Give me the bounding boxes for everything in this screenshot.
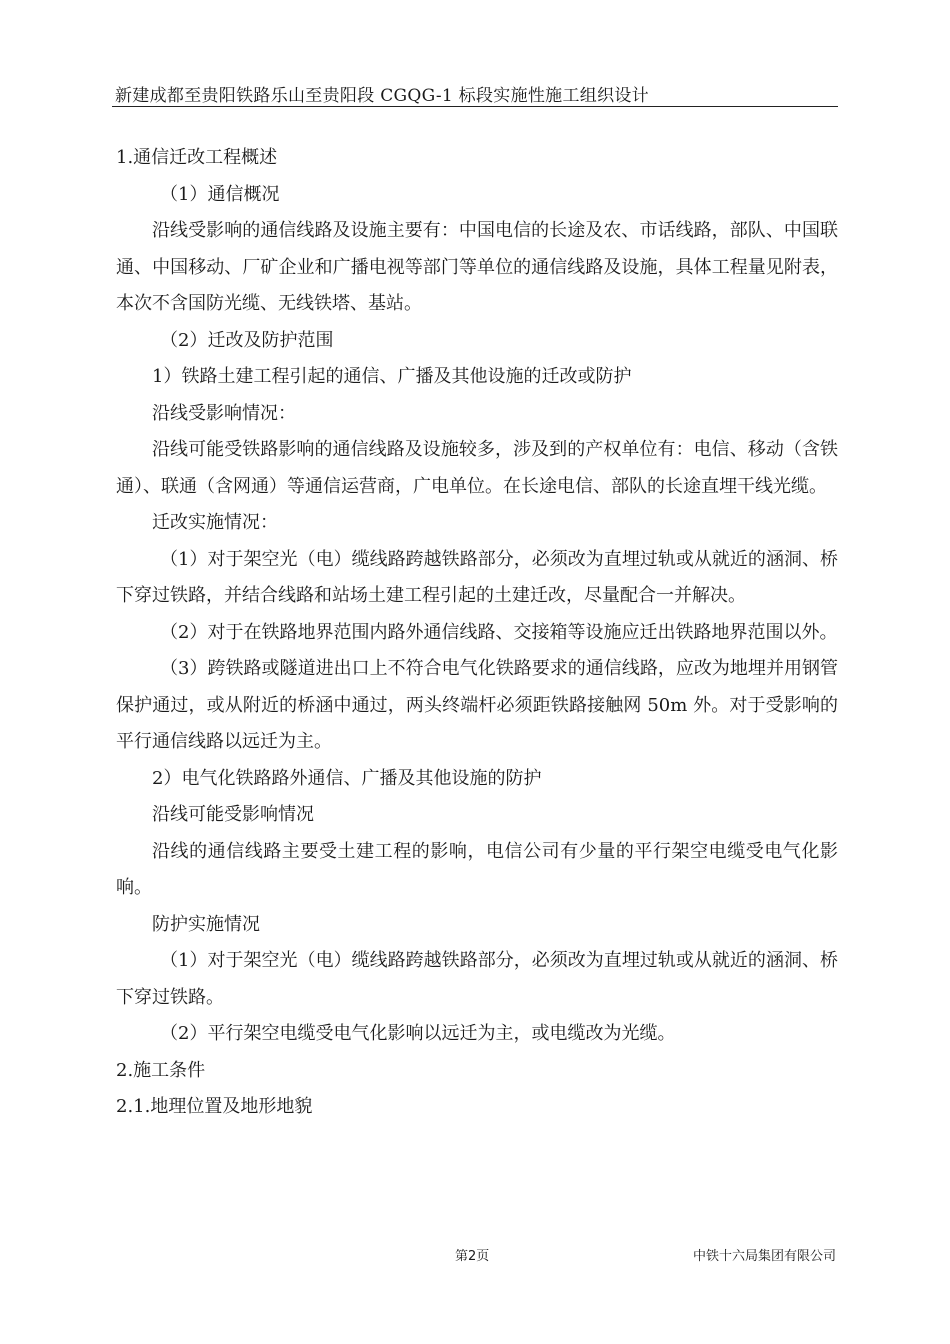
company-name: 中铁十六局集团有限公司 [692, 1249, 836, 1264]
page-number: 第2页 [455, 1249, 490, 1264]
label-possible-impact: 沿线可能受影响情况 [152, 804, 314, 825]
section-heading-1: 1.通信迁改工程概述 [116, 147, 278, 168]
label-affected-situation: 沿线受影响情况： [152, 402, 296, 424]
paragraph-relocation-3: （3）跨铁路或隧道进出口上不符合电气化铁路要求的通信线路，应改为地埋并用钢管保护通过，或从附近的桥涵中通过，两头终端杆必须距铁路接触网 50m 外。对于受影响的平行通信线路以远迁为主。 [116, 658, 838, 752]
label-protection: 防护实施情况 [152, 913, 260, 935]
paragraph-relocation-2: （2）对于在铁路地界范围内路外通信线路、交接箱等设施应迁出铁路地界范围以外。 [160, 621, 838, 643]
header-divider [112, 106, 838, 107]
subheading-civil-works: 1）铁路土建工程引起的通信、广播及其他设施的迁改或防护 [152, 366, 632, 387]
document-body [116, 140, 838, 1126]
subheading-comm-overview: （1）通信概况 [160, 183, 280, 205]
section-heading-2-1: 2.1.地理位置及地形地貌 [116, 1096, 313, 1117]
subheading-scope: （2）迁改及防护范围 [160, 329, 334, 351]
section-heading-2: 2.施工条件 [116, 1059, 206, 1081]
paragraph-protection-1: （1）对于架空光（电）缆线路跨越铁路部分，必须改为直埋过轨或从就近的涵洞、桥下穿过铁路。 [116, 950, 838, 1008]
paragraph-relocation-1: （1）对于架空光（电）缆线路跨越铁路部分，必须改为直埋过轨或从就近的涵洞、桥下穿过铁路，并结合线路和站场土建工程引起的土建迁改，尽量配合一并解决。 [116, 548, 838, 606]
paragraph-comm-overview: 沿线受影响的通信线路及设施主要有：中国电信的长途及农、市话线路，部队、中国联通、中国移动、厂矿企业和广播电视等部门等单位的通信线路及设施，具体工程量见附表，本次不含国防光缆、无线铁塔、基站。 [116, 220, 838, 314]
page-header-title: 新建成都至贵阳铁路乐山至贵阳段 CGQG-1 标段实施性施工组织设计 [115, 86, 649, 106]
paragraph-possible-impact: 沿线的通信线路主要受土建工程的影响，电信公司有少量的平行架空电缆受电气化影响。 [116, 840, 838, 898]
paragraph-affected-situation: 沿线可能受铁路影响的通信线路及设施较多，涉及到的产权单位有：电信、移动（含铁通）、联通（含网通）等通信运营商，广电单位。在长途电信、部队的长途直埋干线光缆。 [116, 439, 838, 497]
subheading-electrified-protection: 2）电气化铁路路外通信、广播及其他设施的防护 [152, 767, 542, 789]
paragraph-protection-2: （2）平行架空电缆受电气化影响以远迁为主，或电缆改为光缆。 [160, 1023, 676, 1044]
label-relocation: 迁改实施情况： [152, 512, 278, 533]
